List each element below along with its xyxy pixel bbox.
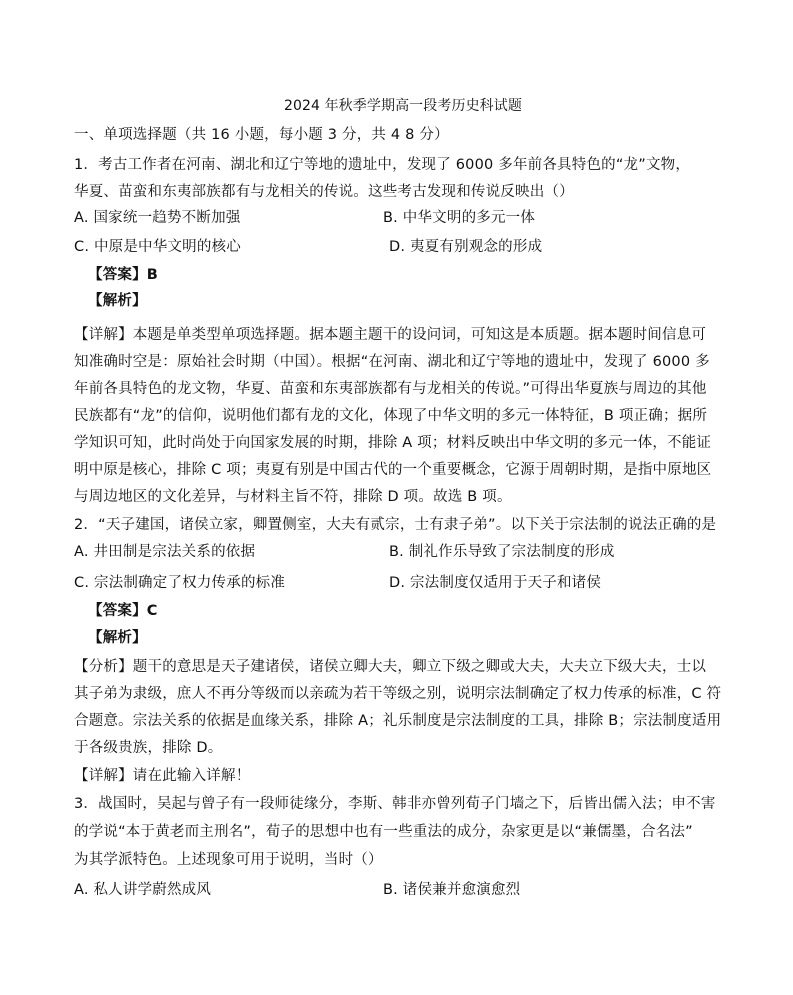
q1-detail-line-6: 明中原是核心，排除 C 项；夷夏有别是中国古代的一个重要概念，它源于周朝时期，是指中原地区 (74, 462, 712, 478)
q1-detail-line-1: 【详解】本题是单类型单项选择题。据本题主题干的设问词，可知这是本质题。据本题时间信息可 (74, 327, 707, 343)
q3-stem-line-2: 的学说“本于黄老而主刑名”，荀子的思想中也有一些重法的成分，杂家更是以“兼儒墨，合名法” (74, 824, 693, 840)
q1-detail-line-2: 知准确时空是：原始社会时期（中国）。根据“在河南、湖北和辽宁等地的遗址中，发现了 6000 多 (74, 354, 710, 370)
q1-stem-line-2: 华夏、苗蛮和东夷部族都有与龙相关的传说。这些考古发现和传说反映出（） (74, 184, 574, 200)
q2-analysis-line-1: 【分析】题干的意思是天子建诸侯，诸侯立卿大夫，卿立下级之卿或大夫，大夫立下级大夫，士以 (74, 659, 707, 675)
q1-detail-line-5: 学知识可知，此时尚处于向国家发展的时期，排除 A 项；材料反映出中华文明的多元一体，不能证 (74, 435, 712, 451)
q2-analysis-label: 【解析】 (88, 630, 147, 646)
q2-analysis-line-3: 合题意。宗法关系的依据是血缘关系，排除 A；礼乐制度是宗法制度的工具，排除 B；宗法制度适用 (74, 713, 722, 729)
q1-detail-line-7: 与周边地区的文化差异，与材料主旨不符，排除 D 项。故选 B 项。 (74, 489, 512, 505)
q2-option-a: A. 井田制是宗法关系的依据 (74, 544, 256, 560)
q3-option-a: A. 私人讲学蔚然成风 (74, 882, 212, 898)
q1-answer: 【答案】B (88, 267, 159, 283)
q2-option-b: B. 制礼作乐导致了宗法制度的形成 (389, 544, 615, 560)
section-heading: 一、单项选择题（共 16 小题，每小题 3 分，共 4 8 分） (74, 127, 449, 143)
q2-option-c: C. 宗法制确定了权力传承的标准 (74, 575, 286, 591)
q1-stem-line-1: 1．考古工作者在河南、湖北和辽宁等地的遗址中，发现了 6000 多年前各具特色的“龙”文物， (74, 157, 691, 173)
q2-option-d: D. 宗法制度仅适用于天子和诸侯 (389, 575, 602, 591)
q2-stem-line-1: 2．“天子建国，诸侯立家，卿置侧室，大夫有贰宗，士有隶子弟”。以下关于宗法制的说法正确的是 (74, 517, 717, 533)
q1-option-d: D. 夷夏有别观念的形成 (389, 239, 543, 255)
document-title: 2024 年秋季学期高一段考历史科试题 (284, 98, 522, 114)
q1-detail-line-3: 年前各具特色的龙文物，华夏、苗蛮和东夷部族都有与龙相关的传说。”可得出华夏族与周边的其他 (74, 381, 707, 397)
q3-stem-line-3: 为其学派特色。上述现象可用于说明，当时（） (74, 852, 383, 868)
q1-detail-line-4: 民族都有“龙”的信仰，说明他们都有龙的文化，体现了中华文明的多元一体特征，B 项正确；据所 (74, 408, 708, 424)
q1-option-a: A. 国家统一趋势不断加强 (74, 210, 241, 226)
q1-analysis-label: 【解析】 (88, 293, 147, 309)
q2-detail: 【详解】请在此输入详解！ (74, 768, 251, 784)
q2-analysis-line-4: 于各级贵族，排除 D。 (74, 740, 223, 756)
q2-answer: 【答案】C (88, 603, 158, 619)
q3-stem-line-1: 3．战国时，吴起与曾子有一段师徒缘分，李斯、韩非亦曾列荀子门墙之下，后皆出儒入法；申不害 (74, 796, 716, 812)
q1-option-b: B. 中华文明的多元一体 (383, 210, 536, 226)
q3-option-b: B. 诸侯兼并愈演愈烈 (383, 882, 521, 898)
q2-analysis-line-2: 其子弟为隶级，庶人不再分等级而以亲疏为若干等级之别，说明宗法制确定了权力传承的标准，C 符 (74, 686, 722, 702)
q1-option-c: C. 中原是中华文明的核心 (74, 239, 241, 255)
